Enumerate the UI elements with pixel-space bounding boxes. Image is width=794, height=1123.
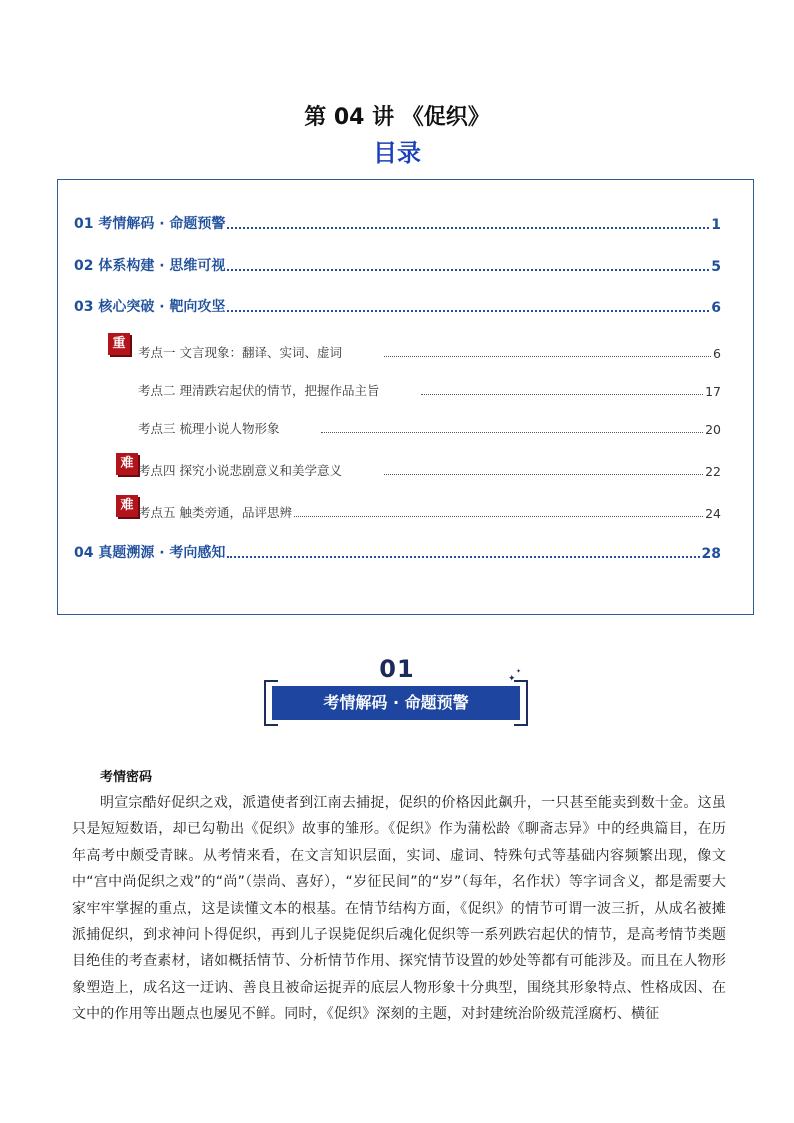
- toc-subitem-5[interactable]: [138, 503, 721, 521]
- toc-item-01[interactable]: [74, 213, 721, 233]
- toc-item-label: 03 核心突破 · 靶向攻坚: [74, 299, 226, 315]
- toc-subitem-3[interactable]: [138, 419, 721, 437]
- toc-item-label: 04 真题溯源 · 考向感知: [74, 545, 226, 561]
- toc-leader-dots: [227, 269, 709, 271]
- toc-subitem-4[interactable]: [138, 461, 721, 479]
- page-title: 第 04 讲 《促织》: [304, 105, 490, 130]
- table-of-contents: [57, 179, 754, 615]
- section-banner: 考情解码 · 命题预警: [272, 686, 520, 720]
- toc-page-number: 20: [705, 422, 721, 437]
- sparkle-icon: ✦: [508, 674, 516, 684]
- toc-item-label: 02 体系构建 · 思维可视: [74, 258, 226, 274]
- difficult-point-badge: 难: [116, 495, 138, 517]
- toc-page-number: 5: [711, 259, 721, 275]
- toc-leader-dots: [227, 310, 709, 312]
- toc-leader-dots: [384, 474, 703, 475]
- toc-subitem-1[interactable]: [138, 343, 721, 361]
- toc-leader-dots: [227, 556, 699, 558]
- sparkle-icon: ✦: [516, 668, 522, 675]
- toc-page-number: 1: [711, 217, 721, 233]
- toc-subitem-2[interactable]: [138, 381, 721, 399]
- toc-leader-dots: [321, 432, 703, 433]
- toc-item-03[interactable]: [74, 296, 721, 316]
- toc-page-number: 6: [711, 300, 721, 316]
- toc-page-number: 17: [705, 384, 721, 399]
- toc-item-02[interactable]: [74, 255, 721, 275]
- toc-item-04[interactable]: [74, 542, 721, 562]
- toc-item-label: 01 考情解码 · 命题预警: [74, 216, 226, 232]
- key-point-badge: 重: [108, 333, 130, 355]
- toc-subitem-label: 考点二 理清跌宕起伏的情节，把握作品主旨: [138, 383, 380, 398]
- toc-page-number: 6: [713, 346, 721, 361]
- difficult-point-badge: 难: [116, 453, 138, 475]
- toc-subitem-label: 考点一 文言现象：翻译、实词、虚词: [138, 345, 342, 360]
- toc-leader-dots: [384, 356, 711, 357]
- toc-subitem-label: 考点五 触类旁通，品评思辨: [138, 505, 292, 520]
- toc-page-number: 24: [705, 506, 721, 521]
- toc-heading: 目录: [373, 139, 421, 167]
- section-number: 01: [379, 655, 415, 683]
- toc-subitem-label: 考点四 探究小说悲剧意义和美学意义: [138, 463, 342, 478]
- body-paragraph: 明宣宗酷好促织之戏，派遣使者到江南去捕捉，促织的价格因此飙升，一只甚至能卖到数十金。这虽只是短短数语，却已勾勒出《促织》故事的雏形。《促织》作为蒲松龄《聊斋志异》中的经典篇目，在历年高考中颇受青睐。从考情来看，在文言知识层面，实词、虚词、特殊句式等基础内容频繁出现，像文中“宫中尚促织之戏”的“尚”（崇尚、喜好），“岁征民间”的“岁”（每年，名作状）等字词含义，都是需要大家牢牢掌握的重点，这是读懂文本的根基。在情节结构方面，《促织》的情节可谓一波三折，从成名被摊派捕促织，到求神问卜得促织，再到儿子误毙促织后魂化促织等一系列跌宕起伏的情节，是高考情节类题目绝佳的考查素材，诸如概括情节、分析情节作用、探究情节设置的妙处等都有可能涉及。而且在人物形象塑造上，成名这一迂讷、善良且被命运捉弄的底层人物形象十分典型，围绕其形象特点、性格成因、在文中的作用等出题点也屡见不鲜。同时，《促织》深刻的主题，对封建统治阶级荒淫腐朽、横征: [72, 795, 726, 1023]
- toc-leader-dots: [227, 227, 709, 229]
- toc-leader-dots: [421, 394, 703, 395]
- toc-page-number: 28: [701, 546, 721, 562]
- section-subheading: 考情密码: [100, 770, 153, 785]
- toc-subitem-label: 考点三 梳理小说人物形象: [138, 421, 280, 436]
- toc-page-number: 22: [705, 464, 721, 479]
- toc-leader-dots: [294, 516, 703, 517]
